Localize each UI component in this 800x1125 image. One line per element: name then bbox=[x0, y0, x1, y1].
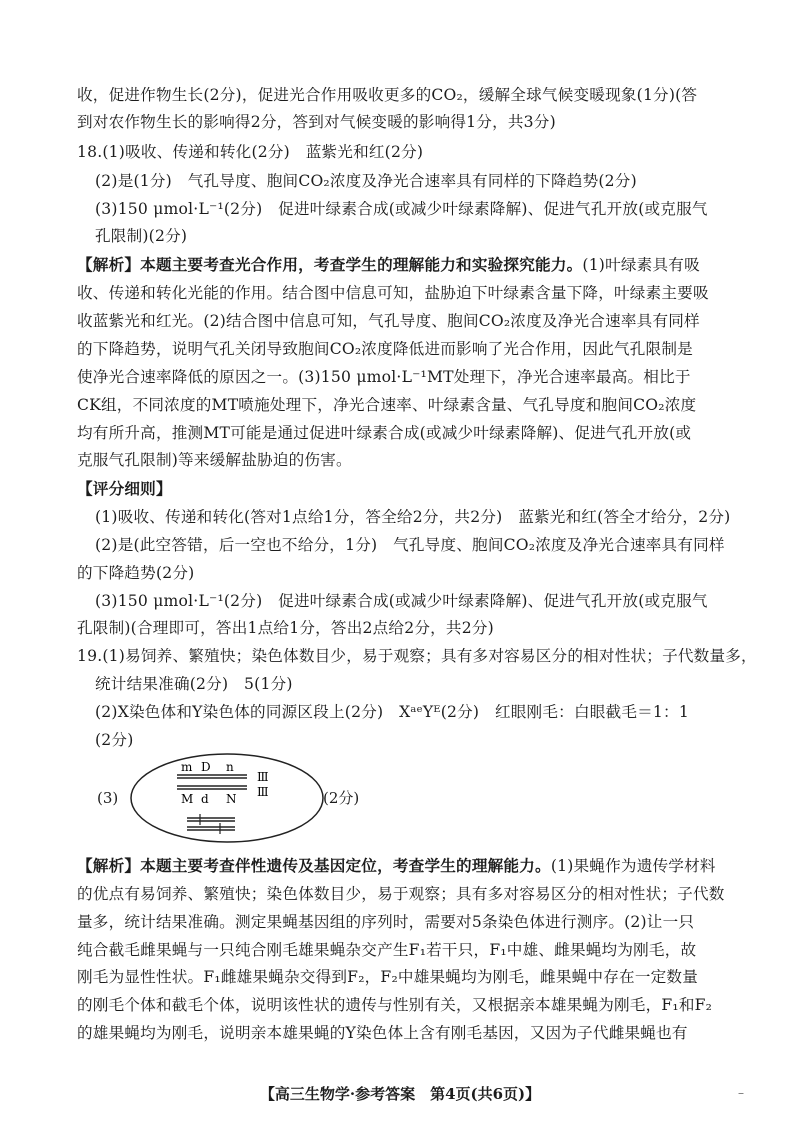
analysis-18-line-7: 均有所升高，推测MT可能是通过促进叶绿素合成(或减少叶绿素降解)、促进气孔开放(或 bbox=[77, 424, 692, 442]
analysis-19-line-1: 【解析】本题主要考查伴性遗传及基因定位，考查学生的理解能力。(1)果蝇作为遗传学材料 bbox=[77, 856, 716, 875]
q19-answer-2-cont: (2分) bbox=[95, 731, 134, 749]
analysis-19-line-4: 纯合截毛雌果蝇与一只纯合刚毛雄果蝇杂交产生F₁若干只，F₁中雄、雌果蝇均为刚毛，故 bbox=[77, 941, 697, 959]
analysis-18-line-6: CK组，不同浓度的MT喷施处理下，净光合速率、叶绿素含量、气孔导度和胞间CO₂浓度 bbox=[77, 396, 697, 414]
gene-top-1: m bbox=[181, 760, 193, 774]
analysis-18-line-1: 【解析】本题主要考查光合作用，考查学生的理解能力和实验探究能力。(1)叶绿素具有吸 bbox=[77, 255, 700, 274]
scoring-line-2: (2)是(此空答错，后一空也不给分，1分) 气孔导度、胞间CO₂浓度及净光合速率具有同样 bbox=[95, 536, 725, 554]
page-footer: 【高三生物学·参考答案 第4页(共6页)】 bbox=[259, 1085, 541, 1103]
chromosome-diagram bbox=[95, 748, 360, 848]
analysis-19-line-2: 的优点有易饲养、繁殖快；染色体数目少，易于观察；具有多对容易区分的相对性状；子代数 bbox=[77, 885, 725, 903]
analysis-18-line-4: 的下降趋势，说明气孔关闭导致胞间CO₂浓度降低进而影响了光合作用，因此气孔限制是 bbox=[77, 340, 693, 358]
q19-answer-1-cont: 统计结果准确(2分) 5(1分) bbox=[95, 675, 293, 693]
gene-bottom-2: d bbox=[201, 792, 209, 806]
q19-answer-1: 19.(1)易饲养、繁殖快；染色体数目少，易于观察；具有多对容易区分的相对性状；子代数量多， bbox=[77, 647, 757, 665]
scoring-line-3: 的下降趋势(2分) bbox=[77, 564, 195, 582]
analysis-18-line-5: 使净光合速率降低的原因之一。(3)150 μmol·L⁻¹MT处理下，净光合速率最高。相比于 bbox=[77, 368, 691, 386]
analysis-19-line-7: 的雄果蝇均为刚毛，说明亲本雄果蝇的Y染色体上含有刚毛基因，又因为子代雌果蝇也有 bbox=[77, 1024, 688, 1042]
gene-bottom-1: M bbox=[181, 792, 194, 806]
text-line-1: 收，促进作物生长(2分)，促进光合作用吸收更多的CO₂，缓解全球气候变暖现象(1分)(答 bbox=[77, 86, 698, 104]
chromosome-mark-1: Ⅲ bbox=[257, 770, 269, 784]
chromosome-mark-2: Ⅲ bbox=[257, 785, 269, 799]
analysis-19-line-6: 的刚毛个体和截毛个体，说明该性状的遗传与性别有关，又根据亲本雄果蝇为刚毛，F₁和F₂ bbox=[77, 996, 713, 1014]
scoring-line-5: 孔限制)(合理即可，答出1点给1分，答出2点给2分，共2分) bbox=[77, 619, 494, 637]
analysis-19-line-3: 量多，统计结果准确。测定果蝇基因组的序列时，需要对5条染色体进行测序。(2)让一只 bbox=[77, 913, 695, 931]
diagram-label-right: (2分) bbox=[323, 789, 360, 807]
q18-answer-3: (3)150 μmol·L⁻¹(2分) 促进叶绿素合成(或减少叶绿素降解)、促进气孔开放(或克服气 bbox=[95, 200, 708, 218]
gene-top-3: n bbox=[226, 760, 234, 774]
chromosome-diagram-svg bbox=[95, 748, 360, 848]
scoring-line-1: (1)吸收、传递和转化(答对1点给1分，答全给2分，共2分) 蓝紫光和红(答全才给分，2分) bbox=[95, 508, 731, 526]
scoring-line-4: (3)150 μmol·L⁻¹(2分) 促进叶绿素合成(或减少叶绿素降解)、促进气孔开放(或克服气 bbox=[95, 592, 708, 610]
q19-answer-2: (2)X染色体和Y染色体的同源区段上(2分) XᵃᵉYᴱ(2分) 红眼刚毛：白眼截毛＝1：1 bbox=[95, 703, 689, 721]
scoring-heading: 【评分细则】 bbox=[77, 479, 172, 498]
analysis-18-line-2: 收、传递和转化光能的作用。结合图中信息可知，盐胁迫下叶绿素含量下降，叶绿素主要吸 bbox=[77, 284, 709, 302]
corner-mark: – bbox=[738, 1086, 744, 1100]
q18-answer-2: (2)是(1分) 气孔导度、胞间CO₂浓度及净光合速率具有同样的下降趋势(2分) bbox=[95, 172, 637, 190]
text-line-2: 到对农作物生长的影响得2分，答到对气候变暖的影响得1分，共3分) bbox=[77, 113, 556, 131]
analysis-18-line-3: 收蓝紫光和红光。(2)结合图中信息可知，气孔导度、胞间CO₂浓度及净光合速率具有同样 bbox=[77, 312, 700, 330]
q18-answer-1: 18.(1)吸收、传递和转化(2分) 蓝紫光和红(2分) bbox=[77, 143, 424, 161]
q18-answer-3-cont: 孔限制)(2分) bbox=[95, 227, 188, 245]
gene-top-2: D bbox=[201, 760, 211, 774]
diagram-label-left: (3) bbox=[97, 789, 119, 807]
analysis-18-line-8: 克服气孔限制)等来缓解盐胁迫的伤害。 bbox=[77, 451, 352, 469]
analysis-19-line-5: 刚毛为显性性状。F₁雌雄果蝇杂交得到F₂，F₂中雄果蝇均为刚毛，雌果蝇中存在一定数量 bbox=[77, 968, 698, 986]
gene-bottom-3: N bbox=[226, 792, 237, 806]
